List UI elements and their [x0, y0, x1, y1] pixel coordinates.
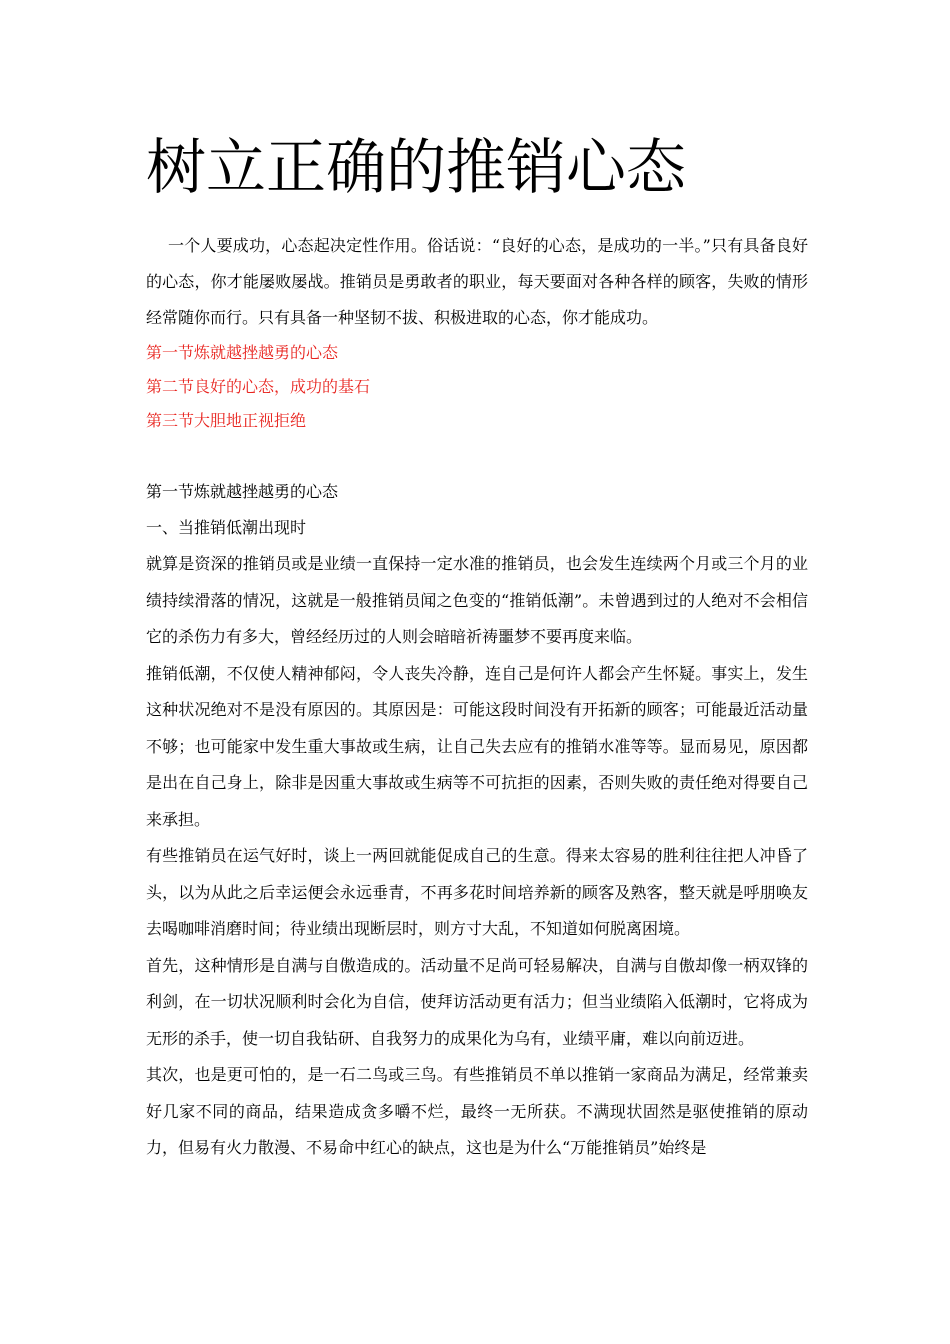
subsection-heading: 一、当推销低潮出现时	[146, 518, 307, 537]
toc-link-section-2[interactable]: 第二节良好的心态，成功的基石	[146, 377, 371, 396]
intro-paragraph: 一个人要成功，心态起决定性作用。俗话说：“良好的心态，是成功的一半。”只有具备良好的心态，你才能屡败屡战。推销员是勇敢者的职业，每天要面对各种各样的顾客，失败的情形经常随你而行。只有具备一种坚韧不拔、积极进取的心态，你才能成功。	[146, 236, 808, 327]
body-paragraph-1: 就算是资深的推销员或是业绩一直保持一定水准的推销员，也会发生连续两个月或三个月的业绩持续滑落的情况，这就是一般推销员闻之色变的“推销低潮”。未曾遇到过的人绝对不会相信它的杀伤力有多大，曾经经历过的人则会暗暗祈祷噩梦不要再度来临。	[146, 554, 808, 646]
section-1-body	[146, 474, 808, 1167]
body-paragraph-2: 推销低潮，不仅使人精神郁闷，令人丧失冷静，连自己是何许人都会产生怀疑。事实上，发生这种状况绝对不是没有原因的。其原因是：可能这段时间没有开拓新的顾客；可能最近活动量不够；也可能家中发生重大事故或生病，让自己失去应有的推销水准等等。显而易见，原因都是出在自己身上，除非是因重大事故或生病等不可抗拒的因素，否则失败的责任绝对得要自己来承担。	[146, 663, 808, 829]
section-heading: 第一节炼就越挫越勇的心态	[146, 482, 339, 501]
toc-link-section-1[interactable]: 第一节炼就越挫越勇的心态	[146, 343, 339, 362]
toc-link-section-3[interactable]: 第三节大胆地正视拒绝	[146, 411, 307, 430]
body-paragraph-4: 首先，这种情形是自满与自傲造成的。活动量不足尚可轻易解决，自满与自傲却像一柄双锋的利剑，在一切状况顺利时会化为自信，使拜访活动更有活力；但当业绩陷入低潮时，它将成为无形的杀手，使一切自我钻研、自我努力的成果化为乌有，业绩平庸，难以向前迈进。	[146, 955, 808, 1048]
body-paragraph-5: 其次，也是更可怕的，是一石二鸟或三鸟。有些推销员不单以推销一家商品为满足，经常兼卖好几家不同的商品，结果造成贪多嚼不烂，最终一无所获。不满现状固然是驱使推销的原动力，但易有火力散漫、不易命中红心的缺点，这也是为什么“万能推销员”始终是	[146, 1065, 808, 1157]
body-paragraph-3: 有些推销员在运气好时，谈上一两回就能促成自己的生意。得来太容易的胜利往往把人冲昏了头，以为从此之后幸运便会永远垂青，不再多花时间培养新的顾客及熟客，整天就是呼朋唤友去喝咖啡消磨时间；待业绩出现断层时，则方寸大乱，不知道如何脱离困境。	[146, 846, 808, 938]
table-of-contents	[146, 336, 370, 438]
document-title: 树立正确的推销心态	[146, 133, 686, 203]
